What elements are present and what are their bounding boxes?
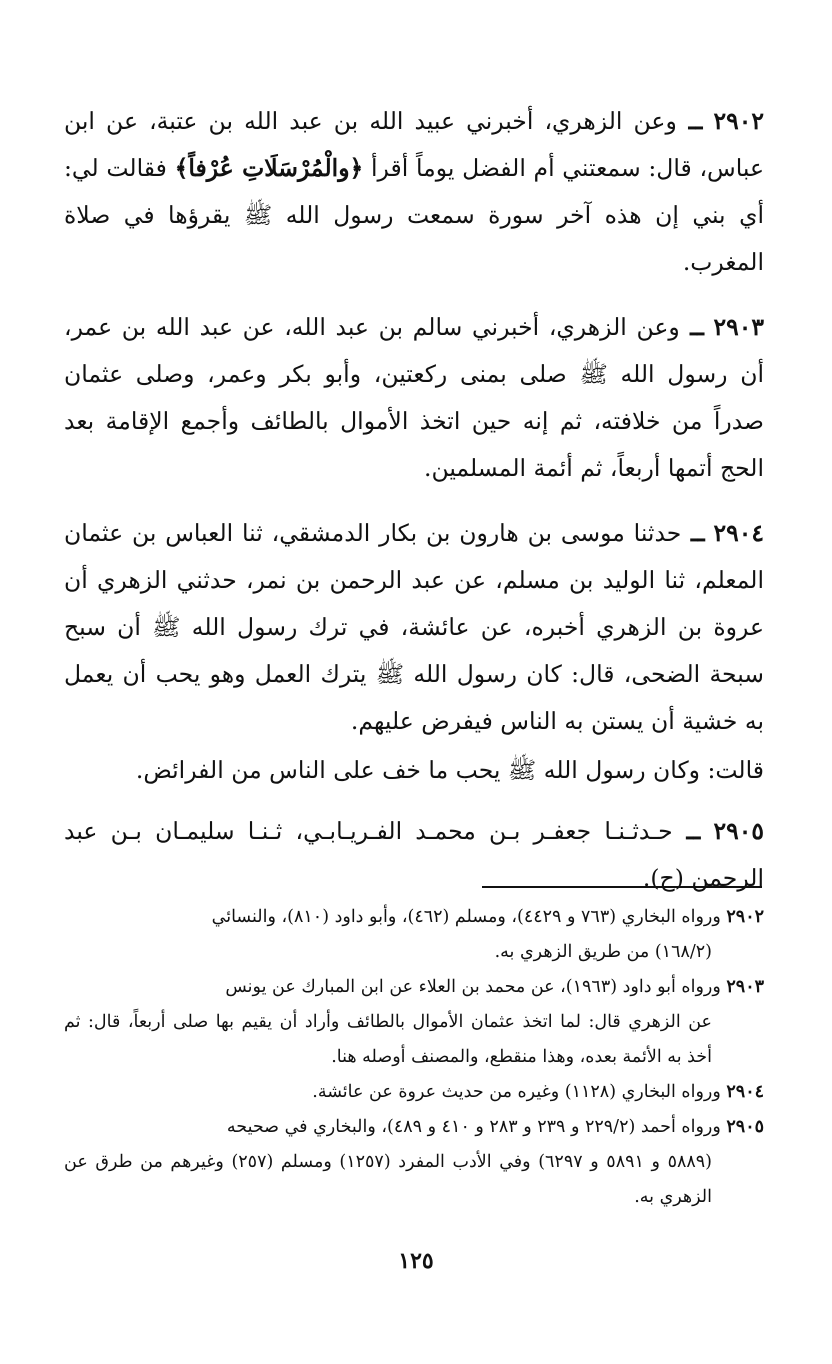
hadith-2902 — [64, 98, 764, 286]
footnote-text: ورواه أحمد (٢٢٩/٢ و ٢٣٩ و ٢٨٣ و ٤١٠ و ٤٨٩)، والبخاري في صحيحه — [226, 1117, 721, 1137]
hadith-2904 — [64, 510, 764, 745]
footnote-2903 — [64, 970, 764, 1075]
hadith-text: وعن الزهري، أخبرني عبيد الله بن عبد الله بن عتبة، عن ابن عباس، قال: سمعتني أم الفضل يوماً أقرأ — [64, 107, 764, 182]
quran-quote: ﴿والْمُرْسَلَاتِ عُرْفاً﴾ — [174, 154, 364, 182]
footnote-text: ورواه البخاري (٧٦٣ و ٤٤٢٩)، ومسلم (٤٦٢)، وأبو داود (٨١٠)، والنسائي — [211, 907, 721, 927]
dash: ــ — [681, 519, 705, 547]
dash: ــ — [672, 817, 701, 845]
hadith-number: ٢٩٠٤ — [713, 519, 764, 547]
footnote-text-cont: عن الزهري قال: لما اتخذ عثمان الأموال بالطائف وأراد أن يقيم بها صلى أربعاً، قال: ثم أخذ به الأئمة بعده، وهذا منقطع، والمصنف أوصله هنا. — [64, 1012, 712, 1067]
hadith-number: ٢٩٠٢ — [713, 107, 765, 135]
footnote-number: ٢٩٠٢ — [726, 907, 764, 927]
dash: ــ — [676, 107, 703, 135]
hadith-text: وعن الزهري، أخبرني سالم بن عبد الله، عن عبد الله بن عمر، أن رسول الله ﷺ صلى بمنى ركعتين، وأبو بكر وعمر، وصلى عثمان صدراً من خلافته، ثم إنه حين اتخذ الأموال بالطائف وأجمع الإقامة بعد الحج أتمها أربعاً، ثم أئمة المسلمين. — [64, 313, 764, 482]
hadith-2904-continuation — [64, 747, 764, 794]
footnote-text-cont: (٥٨٨٩ و ٥٨٩١ و ٦٢٩٧) وفي الأدب المفرد (١٢٥٧) ومسلم (٢٥٧) وغيرهم من طرق عن الزهري به. — [64, 1152, 712, 1207]
hadith-number: ٢٩٠٥ — [713, 817, 764, 845]
hadith-text: قالت: وكان رسول الله ﷺ يحب ما خف على الناس من الفرائض. — [135, 756, 764, 784]
footnotes — [64, 900, 764, 1215]
hadith-number: ٢٩٠٣ — [713, 313, 764, 341]
dash: ــ — [679, 313, 704, 341]
footnote-2902 — [64, 900, 764, 970]
main-text — [64, 98, 764, 920]
footnote-number: ٢٩٠٣ — [726, 977, 764, 997]
footnote-text: ورواه البخاري (١١٢٨) وغيره من حديث عروة عن عائشة. — [312, 1082, 721, 1102]
footnote-number: ٢٩٠٤ — [726, 1082, 764, 1102]
footnote-text-cont: (١٦٨/٢) من طريق الزهري به. — [494, 942, 712, 962]
hadith-2903 — [64, 304, 764, 492]
footnote-2904 — [64, 1075, 764, 1110]
footnote-text: ورواه أبو داود (١٩٦٣)، عن محمد بن العلاء عن ابن المبارك عن يونس — [225, 977, 721, 997]
hadith-text: حدثنا موسى بن هارون بن بكار الدمشقي، ثنا العباس بن عثمان المعلم، ثنا الوليد بن مسلم، عن عبد الرحمن بن نمر، حدثني الزهري أن عروة بن الزهري أخبره، عن عائشة، في ترك رسول الله ﷺ أن سبح سبحة الضحى، قال: كان رسول الله ﷺ يترك العمل وهو يحب أن يعمل به خشية أن يستن به الناس فيفرض عليهم. — [64, 519, 764, 735]
hadith-text: حـدثـنـا جعفـر بـن محمـد الفـريـابـي، ثـنـا سليمـان بـن عبد الرحمن (ح). — [64, 817, 764, 892]
footnote-2905 — [64, 1110, 764, 1215]
footnote-number: ٢٩٠٥ — [726, 1117, 764, 1137]
hadith-text-cont: فقالت لي: أي بني إن هذه آخر سورة سمعت رسول الله ﷺ يقرؤها في صلاة المغرب. — [64, 154, 764, 276]
page-number: ١٢٥ — [398, 1248, 434, 1274]
footnote-divider — [482, 886, 762, 888]
